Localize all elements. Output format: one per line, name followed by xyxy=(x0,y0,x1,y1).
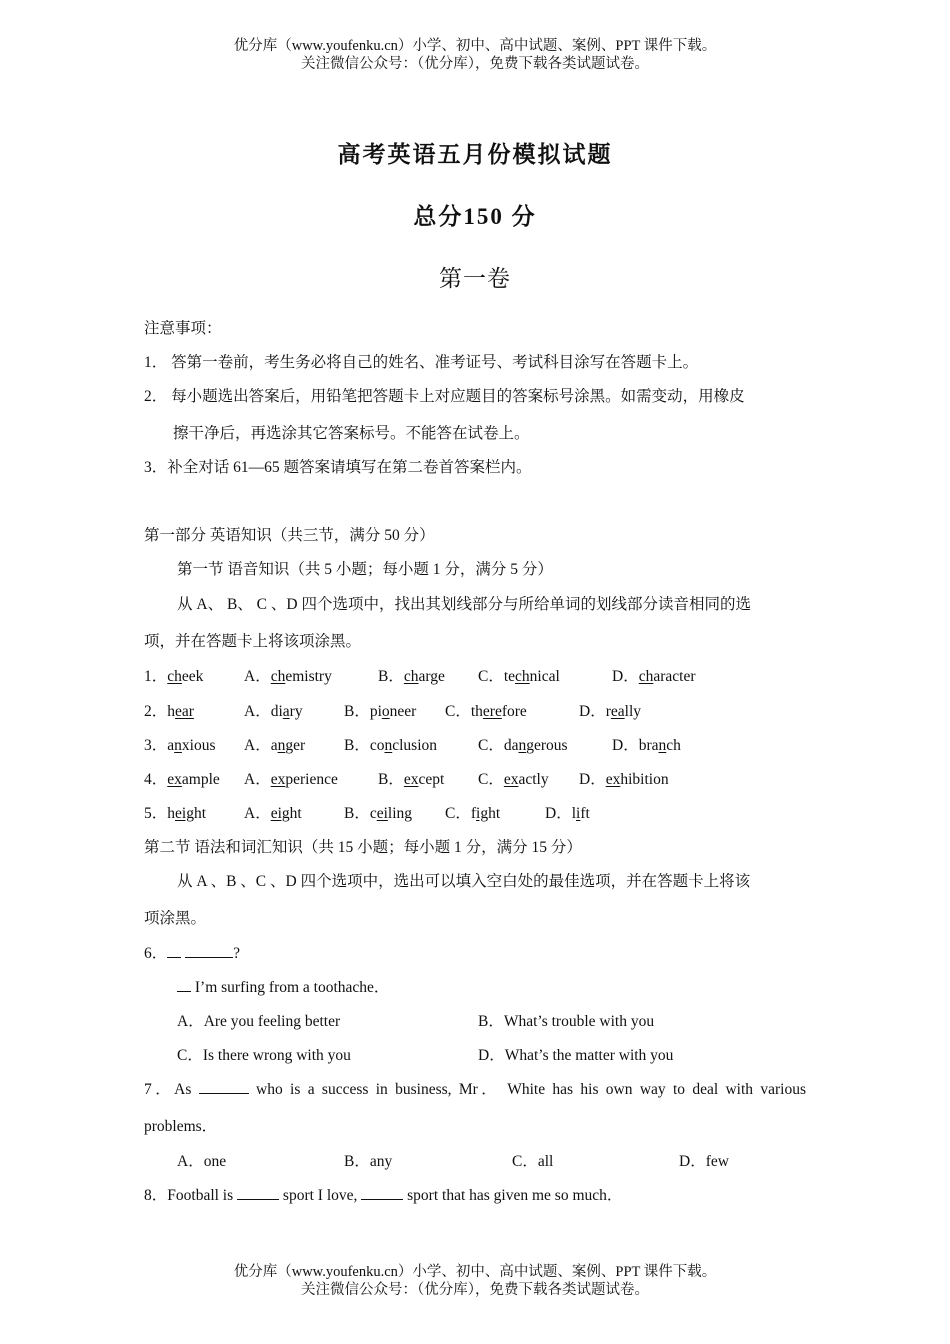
q6-option-c: C．Is there wrong with you xyxy=(177,1047,351,1064)
exam-title: 高考英语五月份模拟试题 xyxy=(337,142,613,167)
question-7-stem-line2: problems． xyxy=(144,1118,218,1135)
option-a: A．eight xyxy=(244,805,302,822)
part1-heading: 第一部分 英语知识（共三节，满分 50 分） xyxy=(144,527,435,544)
section1-instruction-b: 项，并在答题卡上将该项涂黑。 xyxy=(144,633,362,650)
footer-line-1: 优分库（www.youfenku.cn）小学、初中、高中试题、案例、PPT 课件下载。 xyxy=(233,1264,717,1280)
option-c: C．technical xyxy=(478,668,560,685)
notice-item-2a: 2． 每小题选出答案后，用铅笔把答题卡上对应题目的答案标号涂黑。如需变动，用橡皮 xyxy=(144,388,745,405)
question-7-stem: 7．As who is a success in business, Mr． White has his own way to deal with various xyxy=(144,1081,806,1098)
option-b: B．pioneer xyxy=(344,703,417,720)
q6-option-b: B．What’s trouble with you xyxy=(478,1013,655,1030)
page-header xyxy=(0,37,950,73)
option-b: B．conclusion xyxy=(344,737,438,754)
option-c: C．therefore xyxy=(445,703,527,720)
question-word: 1．cheek xyxy=(144,668,204,685)
question-word: 2．hear xyxy=(144,703,194,720)
volume-title: 第一卷 xyxy=(439,266,511,291)
option-c: C．fight xyxy=(445,805,501,822)
notice-item-1: 1． 答第一卷前，考生务必将自己的姓名、准考证号、考试科目涂写在答题卡上。 xyxy=(144,354,699,371)
question-word: 4．example xyxy=(144,771,220,788)
question-8-stem: 8．Football is sport I love, sport that has given me so much． xyxy=(144,1187,623,1204)
option-d: D．really xyxy=(579,703,642,720)
q7-option-d: D．few xyxy=(679,1153,729,1170)
option-c: C．exactly xyxy=(478,771,549,788)
section2-heading: 第二节 语法和词汇知识（共 15 小题；每小题 1 分，满分 15 分） xyxy=(144,839,582,856)
option-a: A．experience xyxy=(244,771,338,788)
option-c: C．dangerous xyxy=(478,737,568,754)
question-6-stem: 6． ? xyxy=(144,945,241,962)
question-word: 3．anxious xyxy=(144,737,216,754)
total-score: 总分150 分 xyxy=(413,204,537,229)
option-d: D．lift xyxy=(545,805,590,822)
section1-instruction-a: 从 A、 B、 C 、D 四个选项中，找出其划线部分与所给单词的划线部分读音相同的选 xyxy=(177,596,751,613)
option-b: B．ceiling xyxy=(344,805,413,822)
q7-option-a: A．one xyxy=(177,1153,227,1170)
option-a: A．chemistry xyxy=(244,668,332,685)
option-d: D．branch xyxy=(612,737,681,754)
notice-item-2b: 擦干净后，再选涂其它答案标号。不能答在试卷上。 xyxy=(173,425,530,442)
q7-option-b: B．any xyxy=(344,1153,393,1170)
section1-heading: 第一节 语音知识（共 5 小题；每小题 1 分，满分 5 分） xyxy=(177,561,553,578)
q6-option-a: A．Are you feeling better xyxy=(177,1013,341,1030)
question-6-reply: I’m surfing from a toothache． xyxy=(177,975,389,997)
section2-instruction-a: 从 A 、B 、C 、D 四个选项中，选出可以填入空白处的最佳选项，并在答题卡上将该 xyxy=(177,873,751,890)
question-word: 5．height xyxy=(144,805,207,822)
option-a: A．anger xyxy=(244,737,306,754)
footer-line-2: 关注微信公众号：（优分库），免费下载各类试题试卷。 xyxy=(301,1282,649,1298)
option-d: D．character xyxy=(612,668,696,685)
option-b: B．except xyxy=(378,771,445,788)
header-line-1: 优分库（www.youfenku.cn）小学、初中、高中试题、案例、PPT 课件下载。 xyxy=(233,38,717,54)
q7-option-c: C．all xyxy=(512,1153,554,1170)
section2-instruction-b: 项涂黑。 xyxy=(144,910,207,927)
q6-option-d: D．What’s the matter with you xyxy=(478,1047,674,1064)
option-b: B．charge xyxy=(378,668,445,685)
notice-heading: 注意事项： xyxy=(144,320,222,337)
page-footer xyxy=(0,1263,950,1299)
header-line-2: 关注微信公众号：（优分库），免费下载各类试题试卷。 xyxy=(301,56,649,72)
notice-item-3: 3．补全对话 61—65 题答案请填写在第二卷首答案栏内。 xyxy=(144,459,532,476)
option-a: A．diary xyxy=(244,703,303,720)
option-d: D．exhibition xyxy=(579,771,669,788)
